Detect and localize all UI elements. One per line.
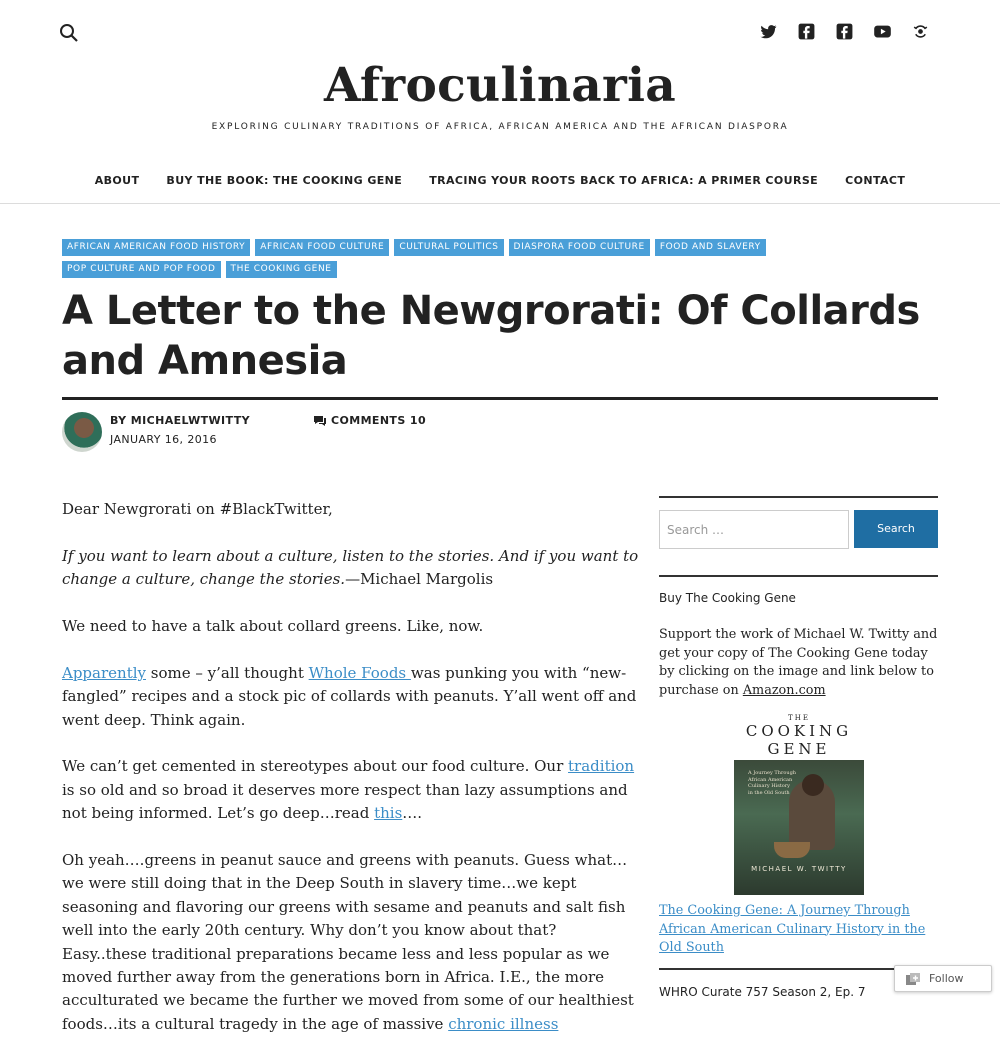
text: Oh yeah….greens in peanut sauce and greens with peanuts. Guess what…we were still doing that in the Deep South in slavery time…we kept seasoning and flavoring our greens with sesame and peanuts and salt fish well into the early 20th century. Why don’t you know about that? Easy..these traditional preparations became less and less popular as we moved further away from the generations born in Africa. I.E., the more acculturated we became the further we moved from some of our healthiest foods…its a cultural tragedy in the age of massive bbox=[62, 851, 634, 1033]
widget-title: WHRO Curate 757 Season 2, Ep. 7 bbox=[659, 985, 866, 999]
category-tag[interactable]: AFRICAN AMERICAN FOOD HISTORY bbox=[62, 239, 250, 256]
category-tag[interactable]: DIASPORA FOOD CULTURE bbox=[509, 239, 650, 256]
facebook-square-icon[interactable] bbox=[835, 22, 854, 41]
text: was punking you with “new-fangled” recipes and a stock pic of collards with peanuts. Y’all went off and went deep. Think again. bbox=[62, 663, 637, 729]
link-tradition[interactable]: tradition bbox=[568, 757, 635, 776]
facebook-icon[interactable] bbox=[797, 22, 816, 41]
book-link[interactable]: The Cooking Gene: A Journey Through African American Culinary History in the Old South bbox=[659, 903, 926, 956]
sidebar-divider bbox=[659, 496, 938, 498]
link-amazon[interactable]: Amazon.com bbox=[742, 682, 826, 698]
sidebar-search-button[interactable]: Search bbox=[854, 510, 938, 548]
title-divider bbox=[62, 397, 938, 400]
category-tag[interactable]: CULTURAL POLITICS bbox=[394, 239, 503, 256]
nav-item-about[interactable]: ABOUT bbox=[94, 174, 140, 187]
youtube-icon[interactable] bbox=[873, 22, 892, 41]
book-title-art[interactable] bbox=[739, 714, 859, 758]
comments-count: COMMENTS 10 bbox=[331, 414, 426, 427]
book-title-line-1: COOKING bbox=[745, 722, 853, 740]
sidebar-search-input[interactable]: Search … bbox=[659, 510, 849, 549]
author-link[interactable]: MICHAELWTWITTY bbox=[130, 414, 250, 427]
search-icon[interactable] bbox=[58, 22, 80, 44]
paragraph bbox=[62, 662, 642, 732]
category-tag[interactable]: THE COOKING GENE bbox=[226, 261, 337, 278]
text: is so old and so broad it deserves more respect than lazy assumptions and not being informed. Let’s go deep…read bbox=[62, 780, 628, 823]
paragraph bbox=[62, 755, 642, 825]
primary-nav bbox=[0, 174, 1000, 187]
cover-basket bbox=[774, 842, 810, 858]
paragraph: Dear Newgrorati on #BlackTwitter, bbox=[62, 500, 333, 518]
cover-figure-head bbox=[802, 774, 824, 796]
comments-link[interactable] bbox=[313, 414, 426, 427]
widget-text bbox=[659, 626, 939, 700]
byline-prefix: BY bbox=[110, 414, 131, 427]
widget-title: Buy The Cooking Gene bbox=[659, 591, 796, 605]
epigraph-quote: If you want to learn about a culture, listen to the stories. And if you want to change a culture, change the stories. bbox=[62, 546, 639, 589]
link-whole-foods[interactable]: Whole Foods bbox=[308, 663, 411, 682]
nav-divider bbox=[0, 203, 1000, 204]
paragraph bbox=[62, 849, 642, 1036]
category-tag[interactable]: AFRICAN FOOD CULTURE bbox=[255, 239, 389, 256]
podcast-icon[interactable] bbox=[911, 22, 930, 41]
twitter-icon[interactable] bbox=[759, 22, 778, 41]
link-chronic-illness[interactable]: chronic illness bbox=[448, 1014, 559, 1033]
book-cover-author: MICHAEL W. TWITTY bbox=[751, 865, 847, 873]
comments-icon bbox=[313, 415, 327, 427]
post-content bbox=[62, 498, 642, 1060]
book-cover-label: A Journey Through African American Culinary History in the Old South bbox=[748, 770, 797, 796]
follow-icon bbox=[905, 972, 921, 986]
follow-label: Follow bbox=[929, 972, 964, 985]
post-title: A Letter to the Newgrorati: Of Collards and Amnesia bbox=[62, 288, 920, 384]
epigraph-attribution: —Michael Margolis bbox=[345, 570, 494, 589]
link-this[interactable]: this bbox=[374, 804, 403, 823]
book-cover-image[interactable] bbox=[734, 760, 864, 895]
byline bbox=[110, 414, 250, 427]
text: We can’t get cemented in stereotypes about our food culture. Our bbox=[62, 757, 569, 776]
site-tagline: EXPLORING CULINARY TRADITIONS OF AFRICA, AFRICAN AMERICA AND THE AFRICAN DIASPORA bbox=[211, 122, 789, 132]
social-links bbox=[759, 22, 930, 41]
category-tags bbox=[62, 239, 902, 278]
site-title[interactable]: Afroculinaria bbox=[323, 58, 677, 113]
nav-item-buy-the-book[interactable]: BUY THE BOOK: THE COOKING GENE bbox=[166, 174, 403, 187]
epigraph bbox=[62, 545, 642, 592]
book-title-the: THE bbox=[788, 714, 810, 722]
text: some – y’all thought bbox=[146, 663, 309, 682]
author-avatar[interactable] bbox=[62, 412, 102, 452]
text: Support the work of Michael W. Twitty and get your copy of The Cooking Gene today by clicking on the image and link below to purchase on bbox=[659, 627, 938, 698]
category-tag[interactable]: FOOD AND SLAVERY bbox=[655, 239, 766, 256]
follow-button[interactable] bbox=[894, 965, 992, 992]
post-date[interactable]: JANUARY 16, 2016 bbox=[110, 433, 217, 446]
nav-item-tracing-roots[interactable]: TRACING YOUR ROOTS BACK TO AFRICA: A PRIMER COURSE bbox=[429, 174, 819, 187]
paragraph: We need to have a talk about collard greens. Like, now. bbox=[62, 617, 484, 635]
book-title-line-2: GENE bbox=[767, 740, 831, 758]
nav-item-contact[interactable]: CONTACT bbox=[845, 174, 906, 187]
sidebar-divider bbox=[659, 575, 938, 577]
text: …. bbox=[402, 804, 423, 823]
category-tag[interactable]: POP CULTURE AND POP FOOD bbox=[62, 261, 221, 278]
link-apparently[interactable]: Apparently bbox=[62, 663, 146, 682]
